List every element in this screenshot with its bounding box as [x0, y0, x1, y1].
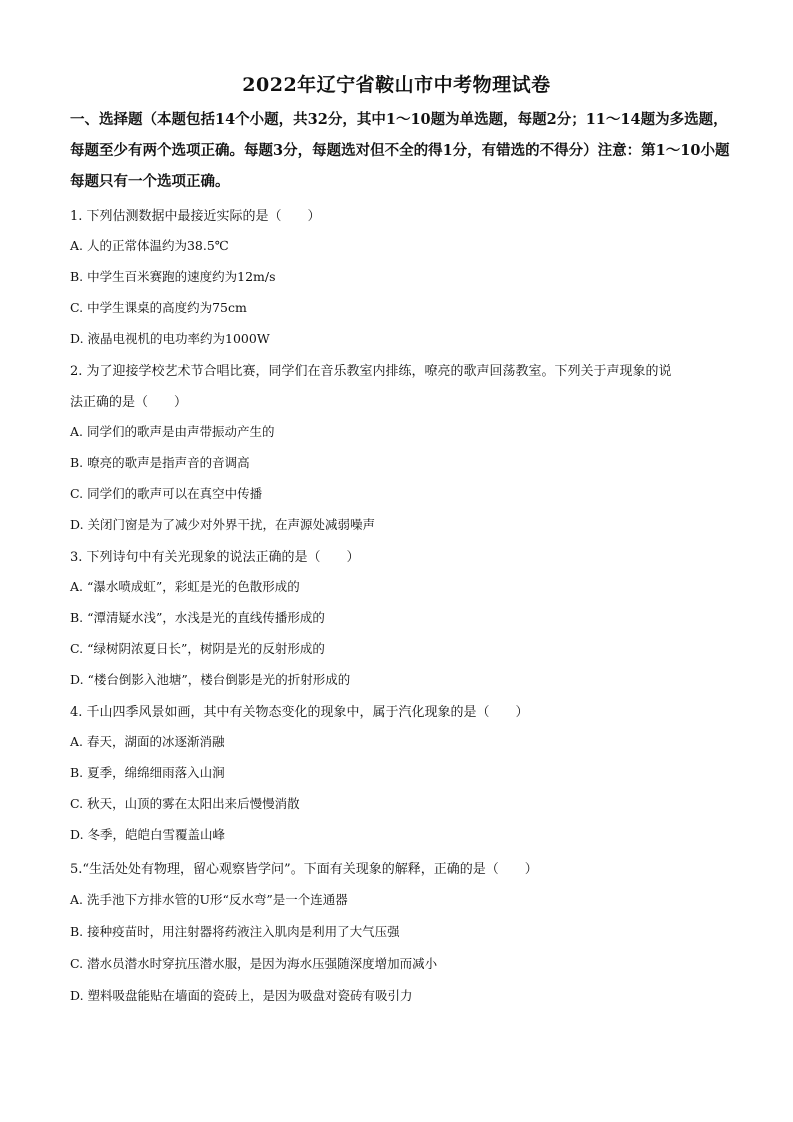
question-5-option-b: B. 接种疫苗时，用注射器将药液注入肌肉是利用了大气压强: [70, 924, 400, 939]
question-2-option-b: B. 嘹亮的歌声是指声音的音调高: [70, 455, 250, 470]
question-1-option-b: B. 中学生百米赛跑的速度约为12m/s: [70, 269, 276, 284]
question-1-option-c: C. 中学生课桌的高度约为75cm: [70, 300, 247, 315]
question-1-stem: 1. 下列估测数据中最接近实际的是（ ）: [70, 209, 321, 224]
question-2-stem-line1: 2. 为了迎接学校艺术节合唱比赛，同学们在音乐教室内排练，嘹亮的歌声回荡教室。下列关于声现象的说: [70, 364, 672, 379]
question-1-option-d: D. 液晶电视机的电功率约为1000W: [70, 331, 270, 346]
question-5-option-c: C. 潜水员潜水时穿抗压潜水服，是因为海水压强随深度增加而减小: [70, 956, 438, 971]
page-title: 2022年辽宁省鞍山市中考物理试卷: [242, 74, 551, 96]
question-4-option-c: C. 秋天，山顶的雾在太阳出来后慢慢消散: [70, 796, 300, 811]
question-4-option-a: A. 春天，湖面的冰逐渐消融: [70, 734, 225, 749]
question-4-stem: 4. 千山四季风景如画，其中有关物态变化的现象中，属于汽化现象的是（ ）: [70, 705, 529, 720]
question-5-stem: 5.“生活处处有物理，留心观察皆学问”。下面有关现象的解释，正确的是（ ）: [70, 862, 538, 877]
question-4-option-b: B. 夏季，绵绵细雨落入山涧: [70, 765, 225, 780]
question-5-option-a: A. 洗手池下方排水管的U形“反水弯”是一个连通器: [70, 892, 348, 907]
question-3-option-a: A. “瀑水喷成虹”，彩虹是光的色散形成的: [70, 579, 300, 594]
question-4-option-d: D. 冬季，皑皑白雪覆盖山峰: [70, 827, 226, 842]
question-2-option-d: D. 关闭门窗是为了减少对外界干扰，在声源处减弱噪声: [70, 517, 376, 532]
question-3-option-c: C. “绿树阴浓夏日长”，树阴是光的反射形成的: [70, 641, 325, 656]
question-3-option-b: B. “潭清疑水浅”，水浅是光的直线传播形成的: [70, 610, 325, 625]
question-3-stem: 3. 下列诗句中有关光现象的说法正确的是（ ）: [70, 550, 360, 565]
question-2-option-a: A. 同学们的歌声是由声带振动产生的: [70, 424, 275, 439]
question-3-option-d: D. “楼台倒影入池塘”，楼台倒影是光的折射形成的: [70, 672, 351, 687]
question-1-option-a: A. 人的正常体温约为38.5℃: [70, 238, 229, 253]
question-5-option-d: D. 塑料吸盘能贴在墙面的瓷砖上，是因为吸盘对瓷砖有吸引力: [70, 988, 413, 1003]
question-2-stem-line2: 法正确的是（ ）: [70, 395, 188, 410]
question-2-option-c: C. 同学们的歌声可以在真空中传播: [70, 486, 263, 501]
section-heading: 一、选择题（本题包括14个小题，共32分，其中1～10题为单选题，每题2分；11～14题为多选题，每题至少有两个选项正确。每题3分，每题选对但不全的得1分，有错选的不得分）注意：第1～10小题每题只有一个选项正确。: [70, 111, 730, 190]
